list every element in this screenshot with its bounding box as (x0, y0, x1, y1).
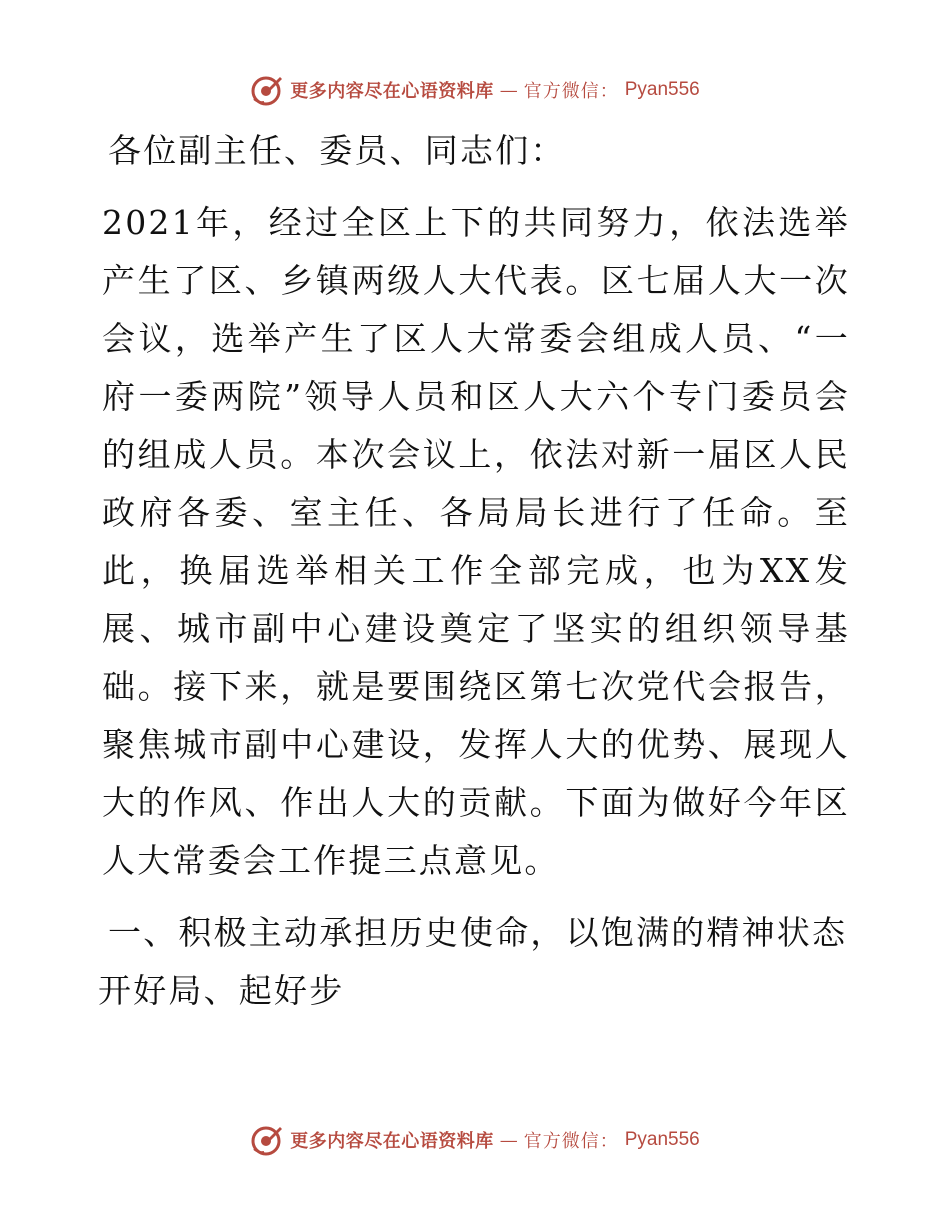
watermark-separator: — (499, 1129, 518, 1151)
section-heading-line-1: 一、积极主动承担历史使命，以饱满的精神状态 (108, 913, 848, 952)
watermark-site-text: 更多内容尽在心语资料库 (290, 1131, 494, 1152)
greeting: 各位副主任、委员、同志们： (108, 131, 566, 170)
document-body (98, 122, 850, 1020)
pen-logo-icon (250, 1123, 284, 1157)
watermark-account: Pyan556 (624, 79, 700, 100)
section-heading-line-2: 开好局、起好步 (98, 971, 345, 1010)
watermark-banner-bottom (0, 1120, 950, 1160)
watermark-official-label: 官方微信： (523, 1131, 619, 1152)
body-paragraph: 2021年，经过全区上下的共同努力，依法选举产生了区、乡镇两级人大代表。区七届人大一次会议，选举产生了区人大常委会组成人员、“一府一委两院”领导人员和区人大六个专门委员会的组成人员。本次会议上，依法对新一届区人民政府各委、室主任、各局局长进行了任命。至此，换届选举相关工作全部完成，也为XX发展、城市副中心建设奠定了坚实的组织领导基础。接下来，就是要围绕区第七次党代会报告，聚焦城市副中心建设，发挥人大的优势、展现人大的作风、作出人大的贡献。下面为做好今年区人大常委会工作提三点意见。 (102, 203, 850, 880)
watermark-account: Pyan556 (624, 1129, 700, 1150)
watermark-site-text: 更多内容尽在心语资料库 (290, 81, 494, 102)
watermark-official-label: 官方微信： (523, 81, 619, 102)
watermark-separator: — (499, 79, 518, 101)
watermark-banner-top (0, 70, 950, 110)
pen-logo-icon (250, 73, 284, 107)
